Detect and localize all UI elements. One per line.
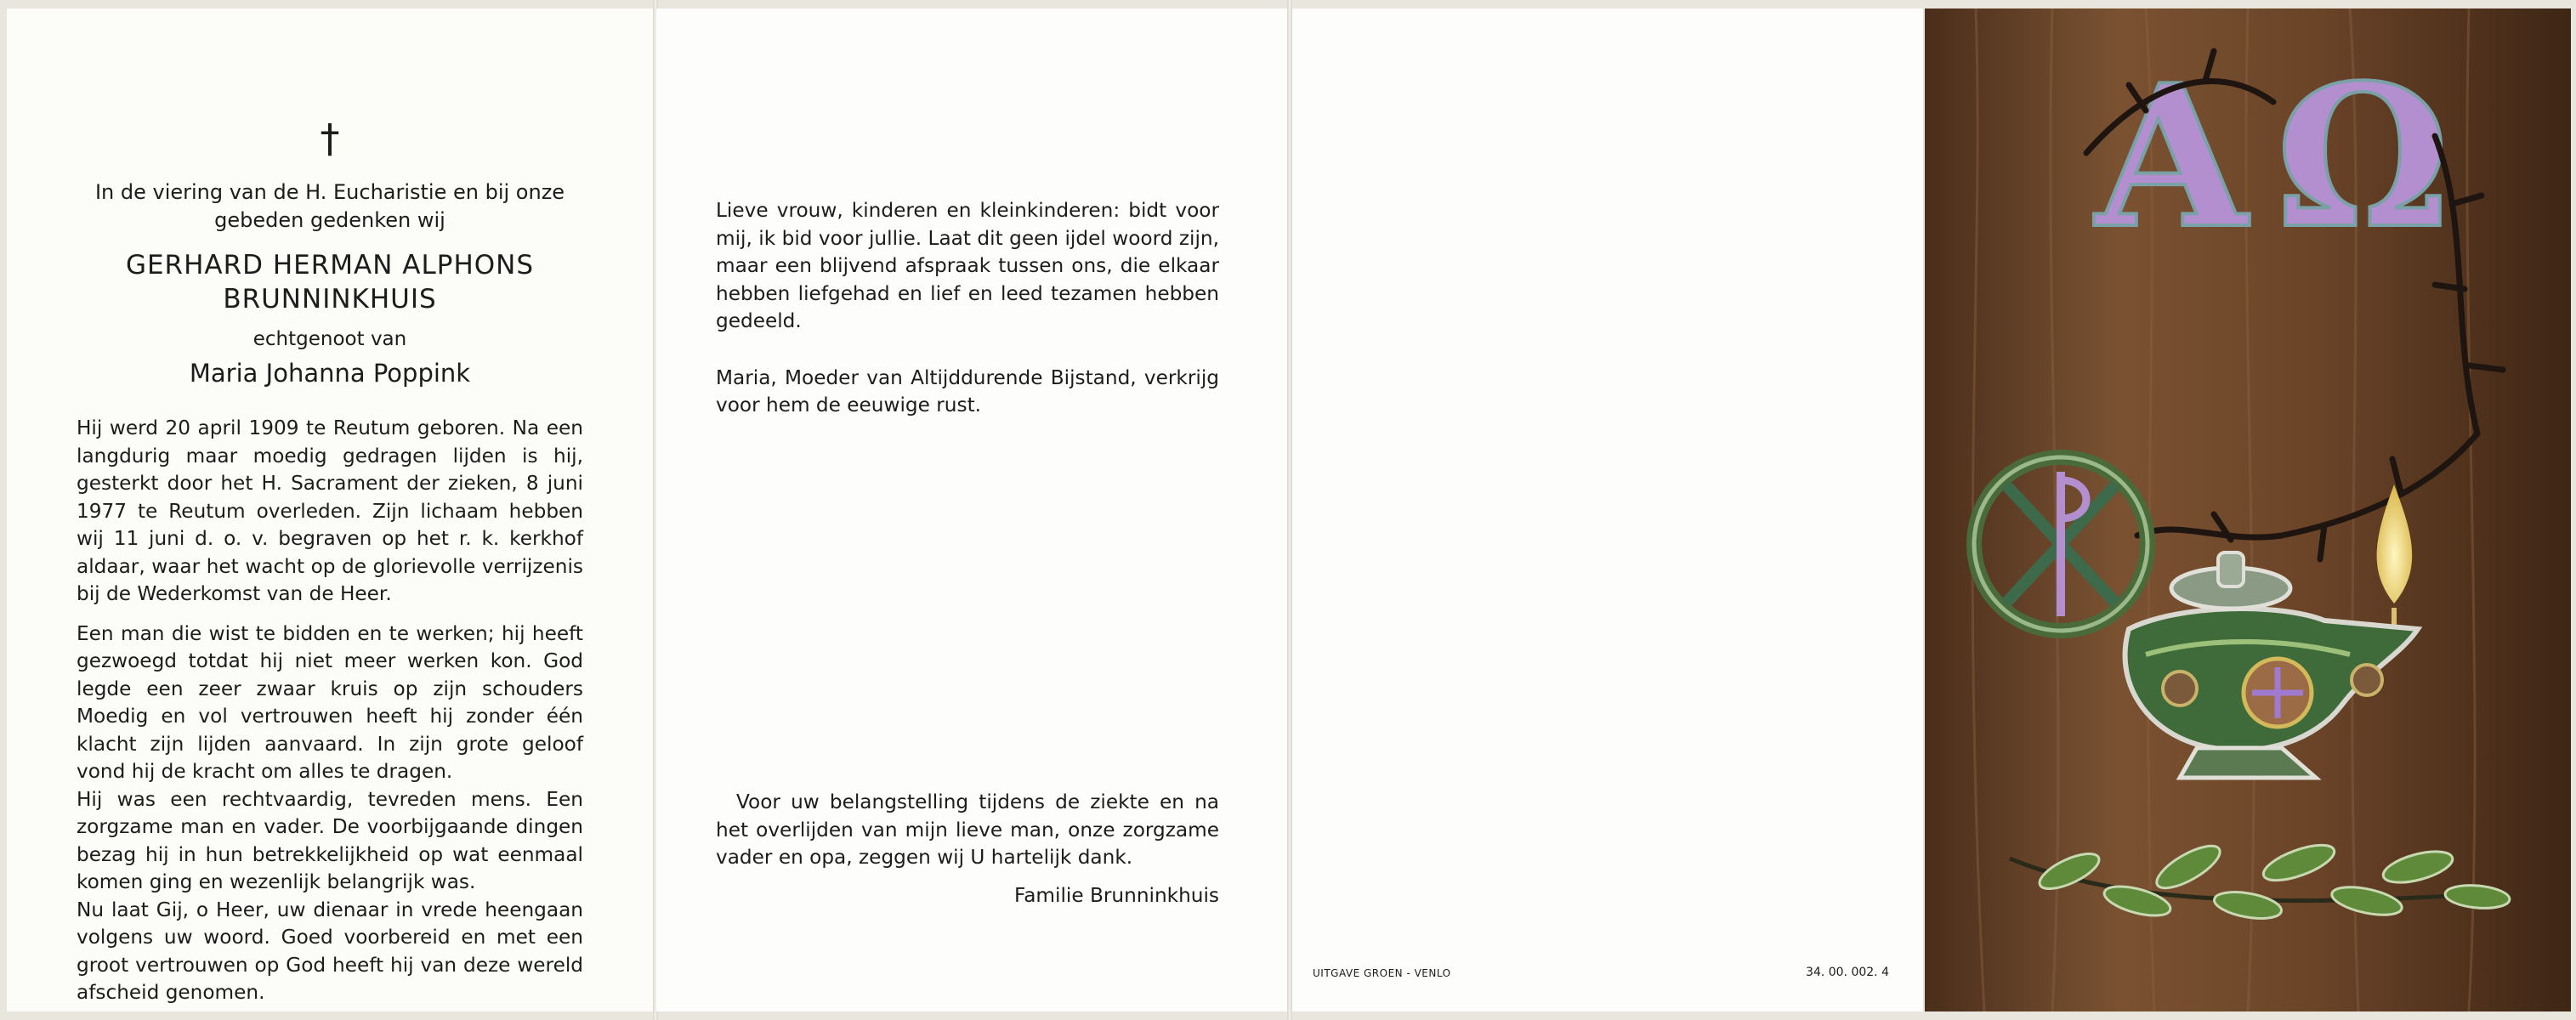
biography-text: [77, 415, 583, 1019]
alpha-letter: A: [2095, 42, 2248, 272]
thanks-text: Voor uw belangstelling tijdens de ziekte en na het overlijden van mijn lieve man, onze zorgzame vader en opa, zeggen wij U hartelijk dank.: [716, 790, 1219, 869]
omega-letter: Ω: [2275, 42, 2450, 272]
thanks-section: [716, 789, 1219, 907]
cross-symbol: †: [320, 116, 340, 162]
card-code: 34. 00. 002. 4: [1806, 966, 1889, 979]
artwork-panel: [1925, 8, 2571, 1012]
paragraph-farewell: Nu laat Gij, o Heer, uw dienaar in vrede heengaan volgens uw woord. Goed voorbereid en met een groot vertrouwen op God heeft hij van deze wereld afscheid genomen.: [77, 898, 583, 1004]
paragraph-birth-death: Hij werd 20 april 1909 te Reutum geboren. Na een langdurig maar moedig gedragen lijden is hij, gesterkt door het H. Sacrament der zieken, 8 juni 1977 te Reutum overleden. Zijn lichaam hebben wij 11 juni d. o. v. begraven op het r. k. kerkhof aldaar, waar het wacht op de glorievolle verrijzenis bij de Wederkomst van de Heer.: [77, 416, 583, 605]
family-signature: Familie Brunninkhuis: [1014, 883, 1219, 907]
paragraph-character: Een man die wist te bidden en te werken; hij heeft gezwoegd totdat hij niet meer werken kon. God legde een zeer zwaar kruis op zijn schouders Moedig en vol vertrouwen heeft hij zonder één klacht zijn lijden aanvaard. In zijn grote geloof vond hij de kracht om alles te dragen.: [77, 621, 583, 783]
deceased-name-line1: GERHARD HERMAN ALPHONS: [125, 250, 535, 280]
paragraph-prayer-maria: Maria, Moeder van Altijddurende Bijstand, verkrijg voor hem de eeuwige rust.: [716, 366, 1219, 416]
deceased-name: [58, 248, 602, 316]
prayer-text: [716, 197, 1219, 432]
spouse-name: Maria Johanna Poppink: [189, 359, 471, 388]
middle-card-panel: [656, 8, 1287, 1012]
back-card-panel: [1292, 8, 1923, 1012]
paragraph-message-family: Lieve vrouw, kinderen en kleinkinderen: bidt voor mij, ik bid voor jullie. Laat dit geen ijdel woord zijn, maar een blijvend afspraak tussen ons, die elkaar hebben liefgehad en lief en leed tezamen hebben gedeeld.: [716, 199, 1219, 332]
spouse-label: echtgenoot van: [252, 328, 407, 350]
paragraph-virtues: Hij was een rechtvaardig, tevreden mens. Een zorgzame man en vader. De voorbijgaande dingen bezag hij in hun betrekkelijkheid op wat eenmaal komen ging en wezenlijk belangrijk was.: [77, 787, 583, 893]
deceased-name-line2: BRUNNINKHUIS: [223, 284, 437, 314]
left-card-panel: [7, 8, 653, 1012]
wood-illustration: [1925, 8, 2571, 1012]
intro-text: In de viering van de H. Eucharistie en bij onze gebeden gedenken wij: [94, 180, 565, 232]
publisher-imprint: UITGAVE GROEN - VENLO: [1313, 967, 1451, 979]
